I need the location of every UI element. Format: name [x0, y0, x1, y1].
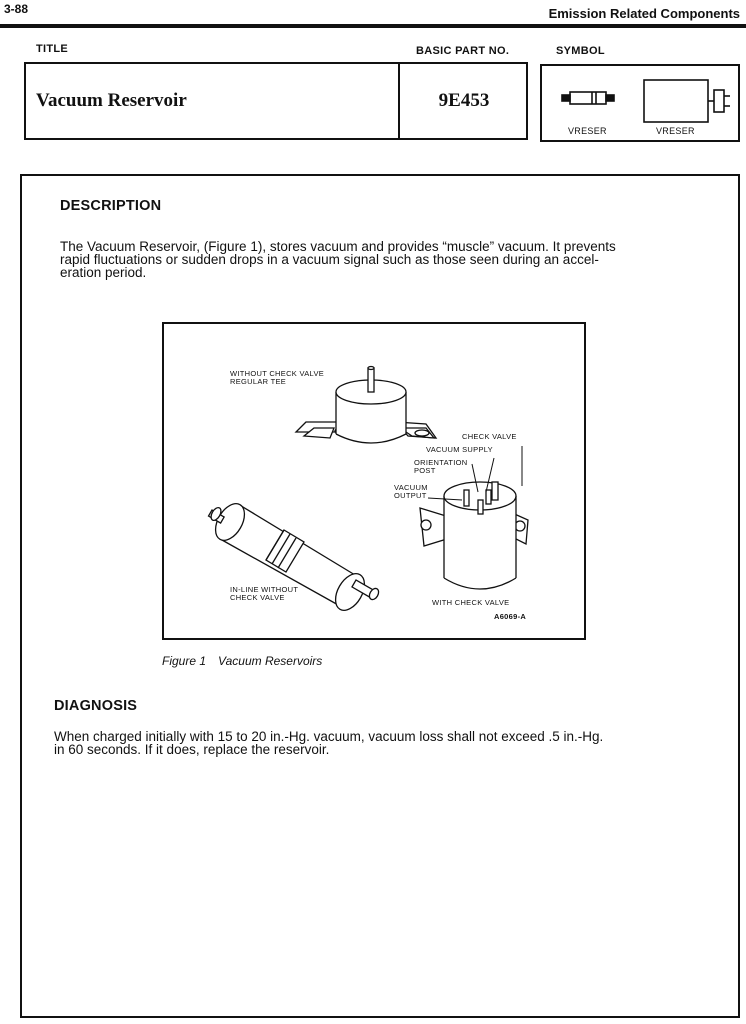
label-line: WITHOUT CHECK VALVE [230, 369, 325, 378]
label-without-check-valve [230, 370, 324, 386]
symbol-box [540, 64, 740, 142]
description-text [60, 240, 710, 279]
label-line: IN-LINE WITHOUT [230, 585, 299, 594]
part-number: 9E453 [438, 90, 490, 111]
reservoir-symbol-icon [644, 80, 730, 122]
label-line: OUTPUT [394, 491, 427, 500]
page-number: 3-88 [4, 2, 29, 16]
section-title: Emission Related Components [548, 6, 740, 21]
diagnosis-text [54, 730, 714, 756]
figure-1 [162, 322, 586, 640]
inline-reservoir-symbol-icon [562, 92, 614, 104]
title-label: TITLE [36, 43, 69, 55]
symbol-caption-inline: VRESER [568, 126, 607, 136]
symbol-caption-reservoir: VRESER [656, 126, 695, 136]
label-vacuum-output [394, 484, 428, 500]
label-vacuum-supply: VACUUM SUPPLY [426, 445, 493, 454]
label-line: REGULAR TEE [230, 377, 287, 386]
diagnosis-line: When charged initially with 15 to 20 in.-Hg. vacuum, vacuum loss shall not exceed .5 in.-Hg. [54, 729, 604, 744]
description-line: rapid fluctuations or sudden drops in a vacuum signal such as those seen during an accel- [60, 252, 599, 267]
symbol-label: SYMBOL [556, 45, 605, 57]
description-line: eration period. [60, 265, 147, 280]
label-line: POST [414, 466, 436, 475]
basic-part-label: BASIC PART NO. [416, 45, 510, 57]
label-line: ORIENTATION [414, 458, 468, 467]
component-title: Vacuum Reservoir [36, 90, 187, 111]
figure-caption [162, 654, 334, 668]
caption-text: Vacuum Reservoirs [218, 654, 323, 668]
caption-number: Figure 1 [162, 654, 207, 668]
description-heading: DESCRIPTION [60, 198, 162, 214]
diagnosis-heading: DIAGNOSIS [54, 698, 138, 714]
label-line: CHECK VALVE [230, 593, 285, 602]
label-check-valve: CHECK VALVE [462, 432, 517, 441]
label-with-check-valve: WITH CHECK VALVE [432, 598, 510, 607]
header-rule [0, 24, 746, 28]
label-orientation-post [414, 459, 467, 475]
label-inline-without-check [230, 586, 298, 602]
description-line: The Vacuum Reservoir, (Figure 1), stores vacuum and provides “muscle” vacuum. It prevents [60, 239, 616, 254]
figure-illustration [164, 324, 584, 638]
diagnosis-line: in 60 seconds. If it does, replace the reservoir. [54, 742, 330, 757]
figure-code: A6069-A [494, 612, 527, 621]
label-line: VACUUM [394, 483, 428, 492]
